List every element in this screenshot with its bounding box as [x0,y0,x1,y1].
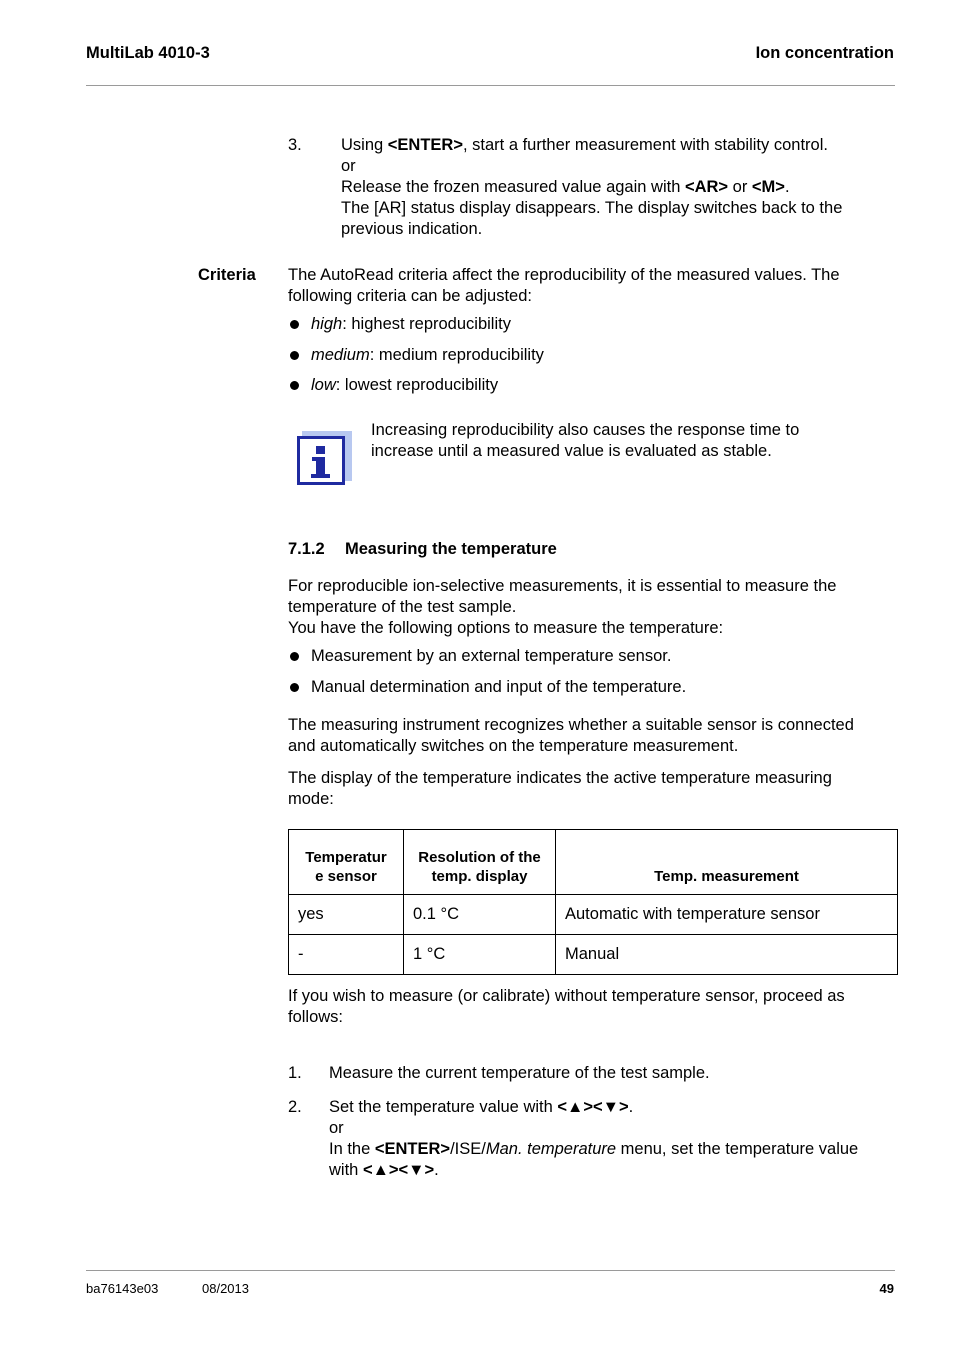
key-up-down: <▲><▼> [362,1161,435,1179]
criteria-term: medium [311,346,370,364]
criteria-term: high [311,315,343,333]
section-paragraph-3 [288,768,898,810]
step-3-line-3 [341,177,901,198]
paragraph-line: follows: [288,1008,344,1026]
criteria-desc: : lowest reproducibility [335,376,499,394]
text: Set the temperature value with [329,1098,558,1116]
page-number: 49 [879,1281,894,1296]
step-2-line-1 [329,1097,899,1118]
table-cell: 1 °C [404,935,556,975]
step-3-text [341,135,901,240]
text: , start a further measurement with stability control. [462,136,828,154]
after-table-paragraph [288,986,898,1028]
bullet-icon [290,652,299,661]
step-3-line-4: The [AR] status display disappears. The display switches back to the [341,199,843,217]
criteria-intro [288,265,898,307]
table-cell: - [289,935,404,975]
paragraph-line: You have the following options to measure the temperature: [288,619,724,637]
step-2-text [329,1097,899,1181]
paragraph-line: The measuring instrument recognizes whether a suitable sensor is connected [288,716,854,734]
text: /ISE/ [450,1140,486,1158]
paragraph-line: mode: [288,790,334,808]
bullet-icon [290,320,299,329]
paragraph-line: The display of the temperature indicates the active temperature measuring [288,769,832,787]
criteria-desc: : medium reproducibility [369,346,544,364]
paragraph-line: and automatically switches on the temperature measurement. [288,737,739,755]
criteria-desc: : highest reproducibility [342,315,511,333]
header-line: temp. display [431,868,528,885]
table-cell: yes [289,895,404,935]
step-2-line-4 [329,1160,899,1181]
step-3-line-1 [341,135,901,156]
text: or [728,178,752,196]
info-icon [296,430,354,488]
bullet-icon [290,381,299,390]
key-m: <M> [751,178,785,196]
footer-rule [86,1270,895,1271]
key-ar: <AR> [684,178,729,196]
footer-date: 08/2013 [202,1281,249,1296]
text: In the [329,1140,375,1158]
table-cell: Manual [556,935,898,975]
option-manual: Manual determination and input of the temperature. [311,678,687,696]
section-number: 7.1.2 [288,540,325,558]
text: . [784,178,790,196]
criteria-intro-line-2: following criteria can be adjusted: [288,287,532,305]
running-header-title: MultiLab 4010-3 [86,44,210,62]
table-row [289,935,898,975]
criteria-term: low [311,376,336,394]
paragraph-line: For reproducible ion-selective measurements, it is essential to measure the [288,577,837,595]
step-number: 3. [288,136,302,154]
text: Release the frozen measured value again with [341,178,685,196]
section-title: Measuring the temperature [345,540,557,558]
step-number: 2. [288,1098,302,1116]
section-paragraph-1 [288,576,898,639]
column-header-measurement [556,830,898,895]
text: with [329,1161,363,1179]
header-line: Temp. measurement [654,868,799,885]
footer-doc-number: ba76143e03 [86,1281,159,1296]
bullet-icon [290,351,299,360]
table-header-row [289,830,898,895]
table-row [289,895,898,935]
header-line: Resolution of the [418,849,541,866]
step-2-line-3 [329,1139,899,1160]
header-rule [86,85,895,86]
text: . [628,1098,634,1116]
paragraph-line: If you wish to measure (or calibrate) without temperature sensor, proceed as [288,987,845,1005]
text: menu, set the temperature value [616,1140,859,1158]
criteria-label: Criteria [198,266,256,284]
criteria-item-low [311,375,498,396]
menu-item-name: Man. temperature [485,1140,617,1158]
table-cell: 0.1 °C [404,895,556,935]
table-cell: Automatic with temperature sensor [556,895,898,935]
header-line: Temperatur [305,849,387,866]
info-note [371,420,891,462]
temperature-mode-table [288,829,898,975]
criteria-intro-line-1: The AutoRead criteria affect the reproducibility of the measured values. The [288,266,840,284]
key-up-down: <▲><▼> [557,1098,629,1116]
step-3-line-2: or [341,157,356,175]
key-enter: <ENTER> [387,136,463,154]
step-number: 1. [288,1064,302,1082]
step-2-line-2: or [329,1119,344,1137]
bullet-icon [290,683,299,692]
column-header-sensor [289,830,404,895]
criteria-item-high [311,314,511,335]
info-note-line-1: Increasing reproducibility also causes the response time to [371,421,800,439]
header-line: e sensor [315,868,377,885]
text: Using [341,136,388,154]
option-external-sensor: Measurement by an external temperature sensor. [311,647,672,665]
info-note-line-2: increase until a measured value is evaluated as stable. [371,442,772,460]
section-paragraph-2 [288,715,898,757]
running-header-chapter: Ion concentration [755,44,894,62]
text: . [434,1161,439,1179]
step-1-text: Measure the current temperature of the test sample. [329,1064,710,1082]
criteria-item-medium [311,345,544,366]
key-enter: <ENTER> [374,1140,451,1158]
column-header-resolution [404,830,556,895]
paragraph-line: temperature of the test sample. [288,598,517,616]
step-3-line-5: previous indication. [341,220,483,238]
